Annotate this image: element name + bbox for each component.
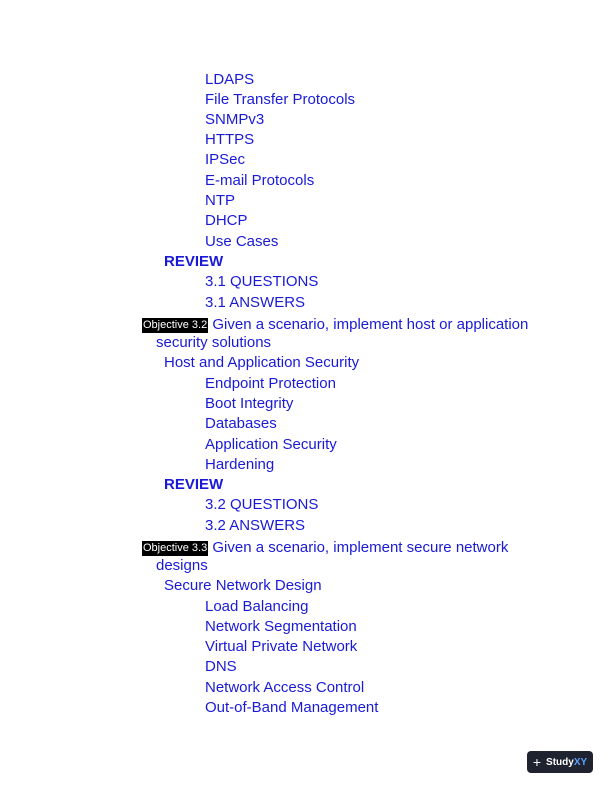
toc-topic-boot-integrity[interactable]: Boot Integrity [205, 395, 294, 412]
toc-topic-application-security[interactable]: Application Security [205, 436, 337, 453]
objective-badge: Objective 3.3 [143, 542, 208, 554]
toc-topic-vpn[interactable]: Virtual Private Network [205, 638, 358, 655]
toc-topic-use-cases[interactable]: Use Cases [205, 233, 279, 250]
toc-topic-snmpv3[interactable]: SNMPv3 [205, 111, 265, 128]
objective-badge: Objective 3.2 [143, 319, 208, 331]
toc-topic-email-protocols[interactable]: E-mail Protocols [205, 172, 315, 189]
toc-topic-network-segmentation[interactable]: Network Segmentation [205, 618, 357, 635]
toc-review-answers[interactable]: 3.1 ANSWERS [205, 294, 306, 311]
toc-topic-ntp[interactable]: NTP [205, 192, 235, 209]
toc-review-questions[interactable]: 3.2 QUESTIONS [205, 496, 319, 513]
toc-topic-network-access-control[interactable]: Network Access Control [205, 679, 365, 696]
objective-title-continued[interactable]: designs [156, 557, 208, 574]
toc-objective-3-2 [142, 316, 582, 352]
toc-review-heading[interactable]: REVIEW [164, 476, 224, 493]
toc-objective-3-3 [142, 539, 582, 575]
toc-topic-ldaps[interactable]: LDAPS [205, 71, 255, 88]
objective-title-continued[interactable]: security solutions [156, 334, 272, 351]
toc-topic-hardening[interactable]: Hardening [205, 456, 275, 473]
toc-topic-https[interactable]: HTTPS [205, 131, 255, 148]
toc-review-heading[interactable]: REVIEW [164, 253, 224, 270]
brand-name: StudyXY [546, 756, 588, 768]
toc-topic-load-balancing[interactable]: Load Balancing [205, 598, 309, 615]
toc-topic-dhcp[interactable]: DHCP [205, 212, 248, 229]
toc-review-questions[interactable]: 3.1 QUESTIONS [205, 273, 319, 290]
objective-title[interactable]: Given a scenario, implement secure network [212, 539, 509, 556]
plus-icon: + [532, 754, 542, 770]
toc-topic-databases[interactable]: Databases [205, 415, 277, 432]
toc-topic-out-of-band-mgmt[interactable]: Out-of-Band Management [205, 699, 379, 716]
toc-topic-file-transfer[interactable]: File Transfer Protocols [205, 91, 356, 108]
objective-title[interactable]: Given a scenario, implement host or application [212, 316, 529, 333]
toc-section-host-app-security[interactable]: Host and Application Security [164, 354, 360, 371]
toc-topic-dns[interactable]: DNS [205, 658, 237, 675]
toc-review-answers[interactable]: 3.2 ANSWERS [205, 517, 306, 534]
toc-section-secure-network-design[interactable]: Secure Network Design [164, 577, 322, 594]
toc-topic-endpoint-protection[interactable]: Endpoint Protection [205, 375, 336, 392]
studyxy-watermark-logo [527, 751, 593, 773]
toc-topic-ipsec[interactable]: IPSec [205, 151, 246, 168]
